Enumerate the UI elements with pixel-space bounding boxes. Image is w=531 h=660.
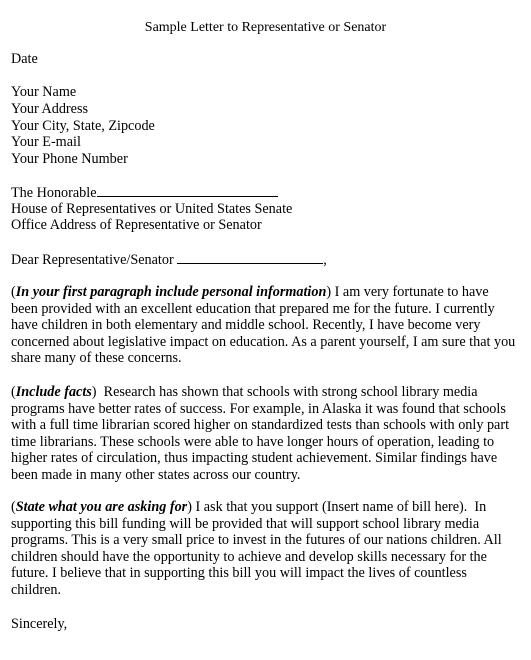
paragraph-include-facts — [11, 384, 527, 484]
paragraph-line: have children in both elementary and middle school. Recently, I have become very — [11, 317, 481, 334]
hint-close-paren: ) — [187, 499, 192, 515]
paragraph-hint: In your first paragraph include personal information — [15, 284, 327, 300]
salutation-line — [11, 251, 327, 269]
paragraph-line: share many of these concerns. — [11, 350, 182, 367]
paragraph-hint: Include facts — [15, 384, 92, 400]
paragraph-line — [11, 499, 527, 516]
paragraph-text: I ask that you support (Insert name of bill here). In — [191, 499, 487, 515]
paragraph-line: time librarians. These schools were able to have longer hours of operation, leading to — [11, 433, 495, 450]
paragraph-line: supporting this bill funding will be provided that will support school library media — [11, 515, 480, 532]
date-line: Date — [11, 51, 38, 67]
paragraph-line: future. I believe that in supporting this bill you will impact the lives of countless — [11, 565, 467, 582]
paragraph-line: higher rates of circulation, thus impacting student achievement. Similar findings have — [11, 450, 498, 467]
paragraph-line: been made in many other states across our country. — [11, 466, 301, 483]
paragraph-line: with a full time librarian scored higher on standardized tests than schools with only part — [11, 417, 510, 434]
salutation-end: , — [323, 252, 327, 268]
paragraph-line: programs have better rates of success. For example, in Alaska it was found that schools — [11, 400, 506, 417]
hint-open-paren: ( — [11, 499, 16, 515]
recipient-honorable-line — [11, 184, 278, 202]
sender-email: Your E-mail — [11, 134, 81, 150]
hint-open-paren: ( — [11, 284, 16, 300]
recipient-office: Office Address of Representative or Senator — [11, 217, 262, 233]
closing-line: Sincerely, — [11, 616, 68, 632]
paragraph-line — [11, 384, 527, 401]
recipient-body: House of Representatives or United States Senate — [11, 201, 293, 217]
salutation-name-blank — [177, 251, 323, 264]
paragraph-line: been provided with an excellent education that prepared me for the future. I currently — [11, 300, 495, 317]
recipient-honorable-label: The Honorable — [11, 185, 97, 201]
hint-open-paren: ( — [11, 384, 16, 400]
paragraph-personal-information — [11, 284, 527, 367]
sender-name: Your Name — [11, 84, 77, 100]
paragraph-line — [11, 284, 527, 301]
paragraph-line: programs. This is a very small price to invest in the futures of our nations children. All — [11, 532, 502, 549]
paragraph-text: I am very fortunate to have — [331, 284, 489, 300]
paragraph-line: children. — [11, 581, 62, 598]
sender-address: Your Address — [11, 101, 88, 117]
document-title: Sample Letter to Representative or Senator — [144, 20, 387, 35]
sender-city-state-zip: Your City, State, Zipcode — [11, 118, 155, 134]
paragraph-text: Research has shown that schools with strong school library media — [96, 384, 478, 400]
paragraph-hint: State what you are asking for — [15, 499, 188, 515]
sender-phone: Your Phone Number — [11, 151, 128, 167]
paragraph-line: concerned about legislative impact on education. As a parent yourself, I am sure that you — [11, 333, 516, 350]
paragraph-line: children should have the opportunity to achieve and develop skills necessary for the — [11, 548, 487, 565]
paragraph-state-request — [11, 499, 527, 599]
recipient-name-blank — [97, 184, 278, 197]
hint-close-paren: ) — [326, 284, 332, 300]
hint-close-paren: ) — [91, 384, 97, 400]
salutation-text: Dear Representative/Senator — [11, 252, 174, 268]
